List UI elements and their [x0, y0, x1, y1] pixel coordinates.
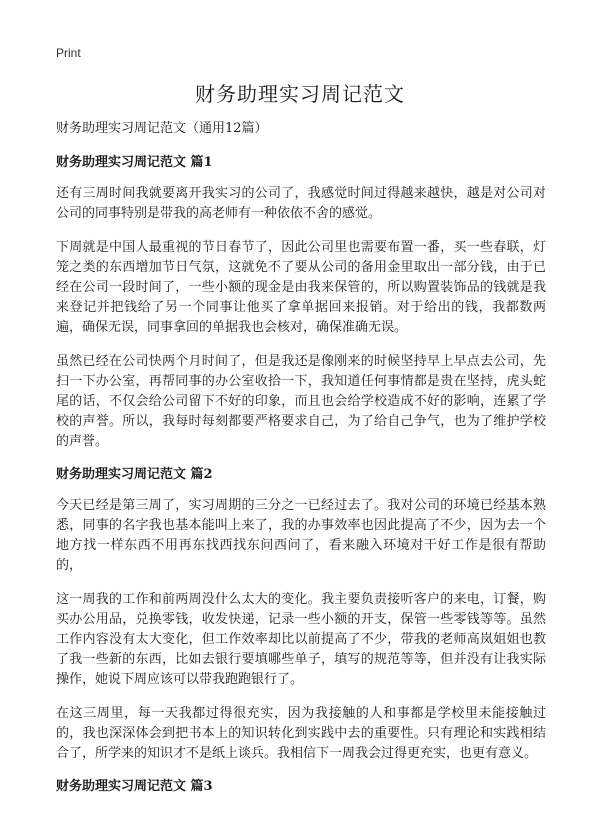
section-heading: 财务助理实习周记范文 篇2 [56, 467, 213, 482]
document-subtitle: 财务助理实习周记范文（通用12篇） [56, 121, 268, 136]
paragraph: 这一周我的工作和前两周没什么太大的变化。我主要负责接听客户的来电，订餐，购买办公用品，兑换零钱，收发快递，记录一些小额的开支，保管一些零钱等等。虽然工作内容没有太大变化，但工作效率却比以前提高了不少，带我的老师高岚姐姐也教了我一些新的东西，比如去银行要填哪些单子，填写的规范等等，但并没有让我实际操作，她说下周应该可以带我跑跑银行了。 [56, 592, 546, 687]
page-title: 财务助理实习周记范文 [195, 82, 405, 106]
section-heading: 财务助理实习周记范文 篇3 [56, 779, 213, 794]
print-link[interactable]: Print [56, 46, 81, 60]
paragraph: 下周就是中国人最重视的节日春节了，因此公司里也需要布置一番，买一些春联，灯笼之类的东西增加节日气氛，这就免不了要从公司的备用金里取出一部分钱，由于已经在公司一段时间了，一些小额的现金是由我来保管的，所以购置装饰品的钱就是我来登记并把钱给了另一个同事让他买了拿单据回来报销。对于给出的钱，我都数两遍，确保无误，同事拿回的单据我也会核对，确保准确无误。 [56, 240, 546, 335]
section-2 [56, 466, 546, 764]
section-1 [56, 154, 546, 452]
paragraph: 虽然已经在公司快两个月时间了，但是我还是像刚来的时候坚持早上早点去公司，先扫一下办公室，再帮同事的办公室收拾一下，我知道任何事情都是贵在坚持，虎头蛇尾的话，不仅会给公司留下不好的印象，而且也会给学校造成不好的影响，连累了学校的声誉。所以，我每时每刻都要严格要求自己，为了给自己争气，也为了维护学校的声誉。 [56, 354, 546, 449]
document-body [56, 120, 546, 808]
paragraph: 还有三周时间我就要离开我实习的公司了，我感觉时间过得越来越快，越是对公司对公司的同事特别是带我的高老师有一种依依不舍的感觉。 [56, 186, 546, 221]
section-3 [56, 778, 546, 796]
paragraph: 在这三周里，每一天我都过得很充实，因为我接触的人和事都是学校里未能接触过的，我也深深体会到把书本上的知识转化到实践中去的重要性。只有理论和实践相结合了，所学来的知识才不是纸上谈兵。我相信下一周我会过得更充实，也更有意义。 [56, 706, 546, 761]
section-heading: 财务助理实习周记范文 篇1 [56, 155, 213, 170]
paragraph: 今天已经是第三周了，实习周期的三分之一已经过去了。我对公司的环境已经基本熟悉，同事的名字我也基本能叫上来了，我的办事效率也因此提高了不少，因为去一个地方找一样东西不用再东找西找东问西问了，看来融入环境对干好工作是很有帮助的， [56, 498, 546, 573]
